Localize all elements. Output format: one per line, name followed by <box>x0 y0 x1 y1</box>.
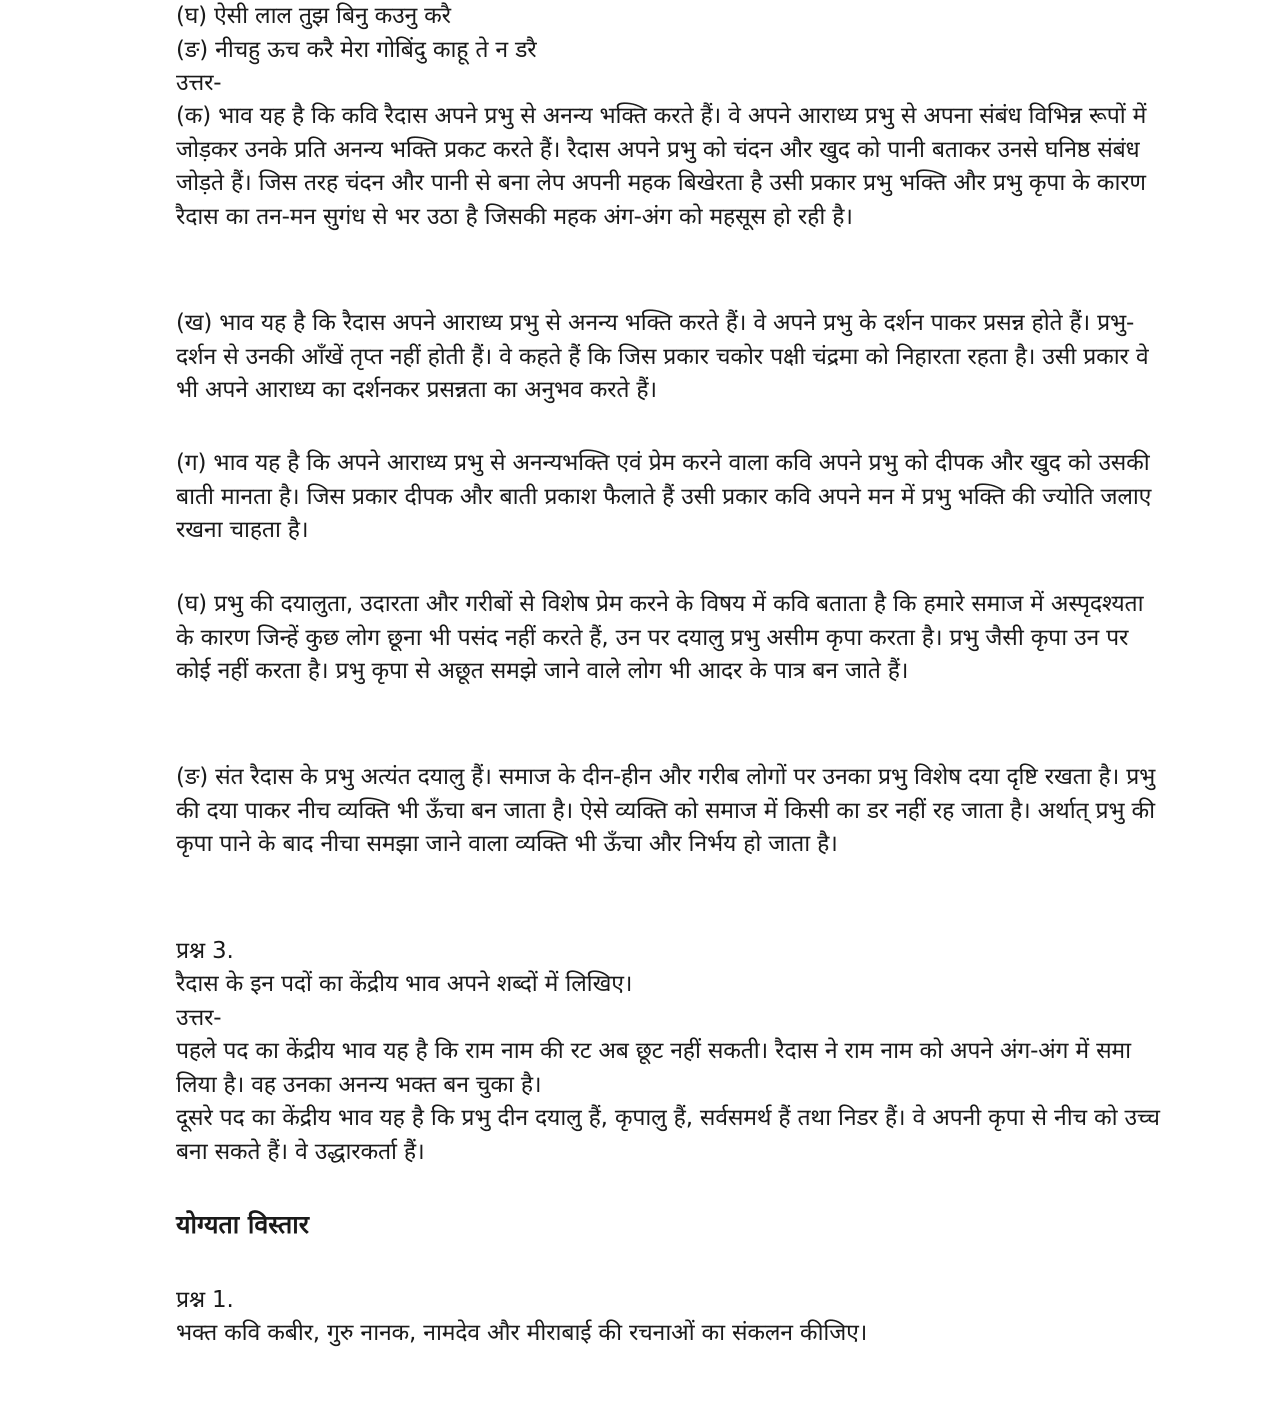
question3-answer-p1: पहले पद का केंद्रीय भाव यह है कि राम नाम की रट अब छूट नहीं सकती। रैदास ने राम नाम को अपने अंग-अंग में समा लिया है। वह उनका अनन्य भक्त बन चुका है। <box>176 1038 1131 1098</box>
section-heading: योग्यता विस्तार <box>176 1210 309 1239</box>
question3-answer-p2: दूसरे पद का केंद्रीय भाव यह है कि प्रभु दीन दयालु हैं, कृपालु हैं, सर्वसमर्थ हैं तथा निडर हैं। वे अपनी कृपा से नीच को उच्च बना सकते हैं। वे उद्धारकर्ता हैं। <box>176 1105 1160 1165</box>
question3-answer-label: उत्तर- <box>176 1005 222 1031</box>
answer-nga: (ङ) संत रैदास के प्रभु अत्यंत दयालु हैं। समाज के दीन-हीन और गरीब लोगों पर उनका प्रभु विशेष दया दृष्टि रखता है। प्रभु की दया पाकर नीच व्यक्ति भी ऊँचा बन जाता है। ऐसे व्यक्ति को समाज में किसी का डर नहीं रह जाता है। अर्थात् प्रभु की कृपा पाने के बाद नीचा समझा जाने वाला व्यक्ति भी ऊँचा और निर्भय हो जाता है। <box>176 764 1156 857</box>
question-part-nga: (ङ) नीचहु ऊच करै मेरा गोबिंदु काहू ते न डरै <box>176 37 537 63</box>
answer-kha: (ख) भाव यह है कि रैदास अपने आराध्य प्रभु से अनन्य भक्ति करते हैं। वे अपने प्रभु के दर्शन पाकर प्रसन्न होते हैं। प्रभु-दर्शन से उनकी आँखें तृप्त नहीं होती हैं। वे कहते हैं कि जिस प्रकार चकोर पक्षी चंद्रमा को निहारता रहता है। उसी प्रकार वे भी अपने आराध्य का दर्शनकर प्रसन्नता का अनुभव करते हैं। <box>176 310 1149 403</box>
answer-ka: (क) भाव यह है कि कवि रैदास अपने प्रभु से अनन्य भक्ति करते हैं। वे अपने आराध्य प्रभु से अपना संबंध विभिन्न रूपों में जोड़कर उनके प्रति अनन्य भक्ति प्रकट करते हैं। रैदास अपने प्रभु को चंदन और खुद को पानी बताकर उनसे घनिष्ठ संबंध जोड़ते हैं। जिस तरह चंदन और पानी से बना लेप अपनी महक बिखेरता है उसी प्रकार प्रभु भक्ति और प्रभु कृपा के कारण रैदास का तन-मन सुगंध से भर उठा है जिसकी महक अंग-अंग को महसूस हो रही है। <box>176 103 1147 230</box>
question3-text: रैदास के इन पदों का केंद्रीय भाव अपने शब्दों में लिखिए। <box>176 971 633 997</box>
question-part-gha: (घ) ऐसी लाल तुझ बिनु कउनु करै <box>176 3 451 29</box>
answer-ga: (ग) भाव यह है कि अपने आराध्य प्रभु से अनन्यभक्ति एवं प्रेम करने वाला कवि अपने प्रभु को दीपक और खुद को उसकी बाती मानता है। जिस प्रकार दीपक और बाती प्रकाश फैलाते हैं उसी प्रकार कवि अपने मन में प्रभु भक्ति की ज्योति जलाए रखना चाहता है। <box>176 450 1152 543</box>
answer-label: उत्तर- <box>176 70 222 96</box>
section-q1-text: भक्त कवि कबीर, गुरु नानक, नामदेव और मीराबाई की रचनाओं का संकलन कीजिए। <box>176 1320 868 1346</box>
section-q1-label: प्रश्न 1. <box>176 1287 234 1313</box>
answer-gha: (घ) प्रभु की दयालुता, उदारता और गरीबों से विशेष प्रेम करने के विषय में कवि बताता है कि हमारे समाज में अस्पृदश्यता के कारण जिन्हें कुछ लोग छूना भी पसंद नहीं करते हैं, उन पर दयालु प्रभु असीम कृपा करता है। प्रभु जैसी कृपा उन पर कोई नहीं करता है। प्रभु कृपा से अछूत समझे जाने वाले लोग भी आदर के पात्र बन जाते हैं। <box>176 591 1144 684</box>
question3-label: प्रश्न 3. <box>176 938 234 964</box>
